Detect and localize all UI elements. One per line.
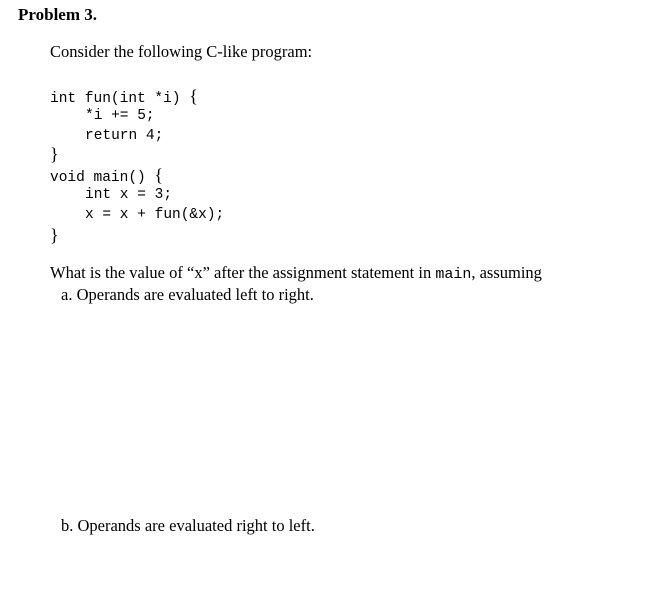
problem-title: Problem 3. bbox=[18, 5, 98, 24]
question-text bbox=[50, 262, 542, 286]
open-brace: { bbox=[189, 86, 198, 106]
code-line-main-body-2: x = x + fun(&x); bbox=[85, 207, 225, 223]
code-line-fun-body-1: *i += 5; bbox=[85, 108, 155, 124]
question-suffix: , assuming bbox=[471, 263, 542, 282]
close-brace: } bbox=[50, 225, 59, 245]
close-brace: } bbox=[50, 144, 59, 164]
fun-signature-text: int fun(int *i) bbox=[50, 91, 190, 107]
code-line-fun-body-2: return 4; bbox=[85, 128, 164, 144]
question-part-b: b. Operands are evaluated right to left. bbox=[61, 516, 315, 535]
problem-intro: Consider the following C-like program: bbox=[50, 42, 313, 61]
question-prefix: What is the value of “x” after the assignment statement in bbox=[50, 263, 436, 282]
main-signature-text: void main() bbox=[50, 170, 155, 186]
open-brace: { bbox=[154, 165, 164, 185]
question-part-a: a. Operands are evaluated left to right. bbox=[61, 285, 314, 304]
code-line-main-body-1: int x = 3; bbox=[85, 187, 173, 203]
question-keyword: main bbox=[435, 266, 472, 283]
